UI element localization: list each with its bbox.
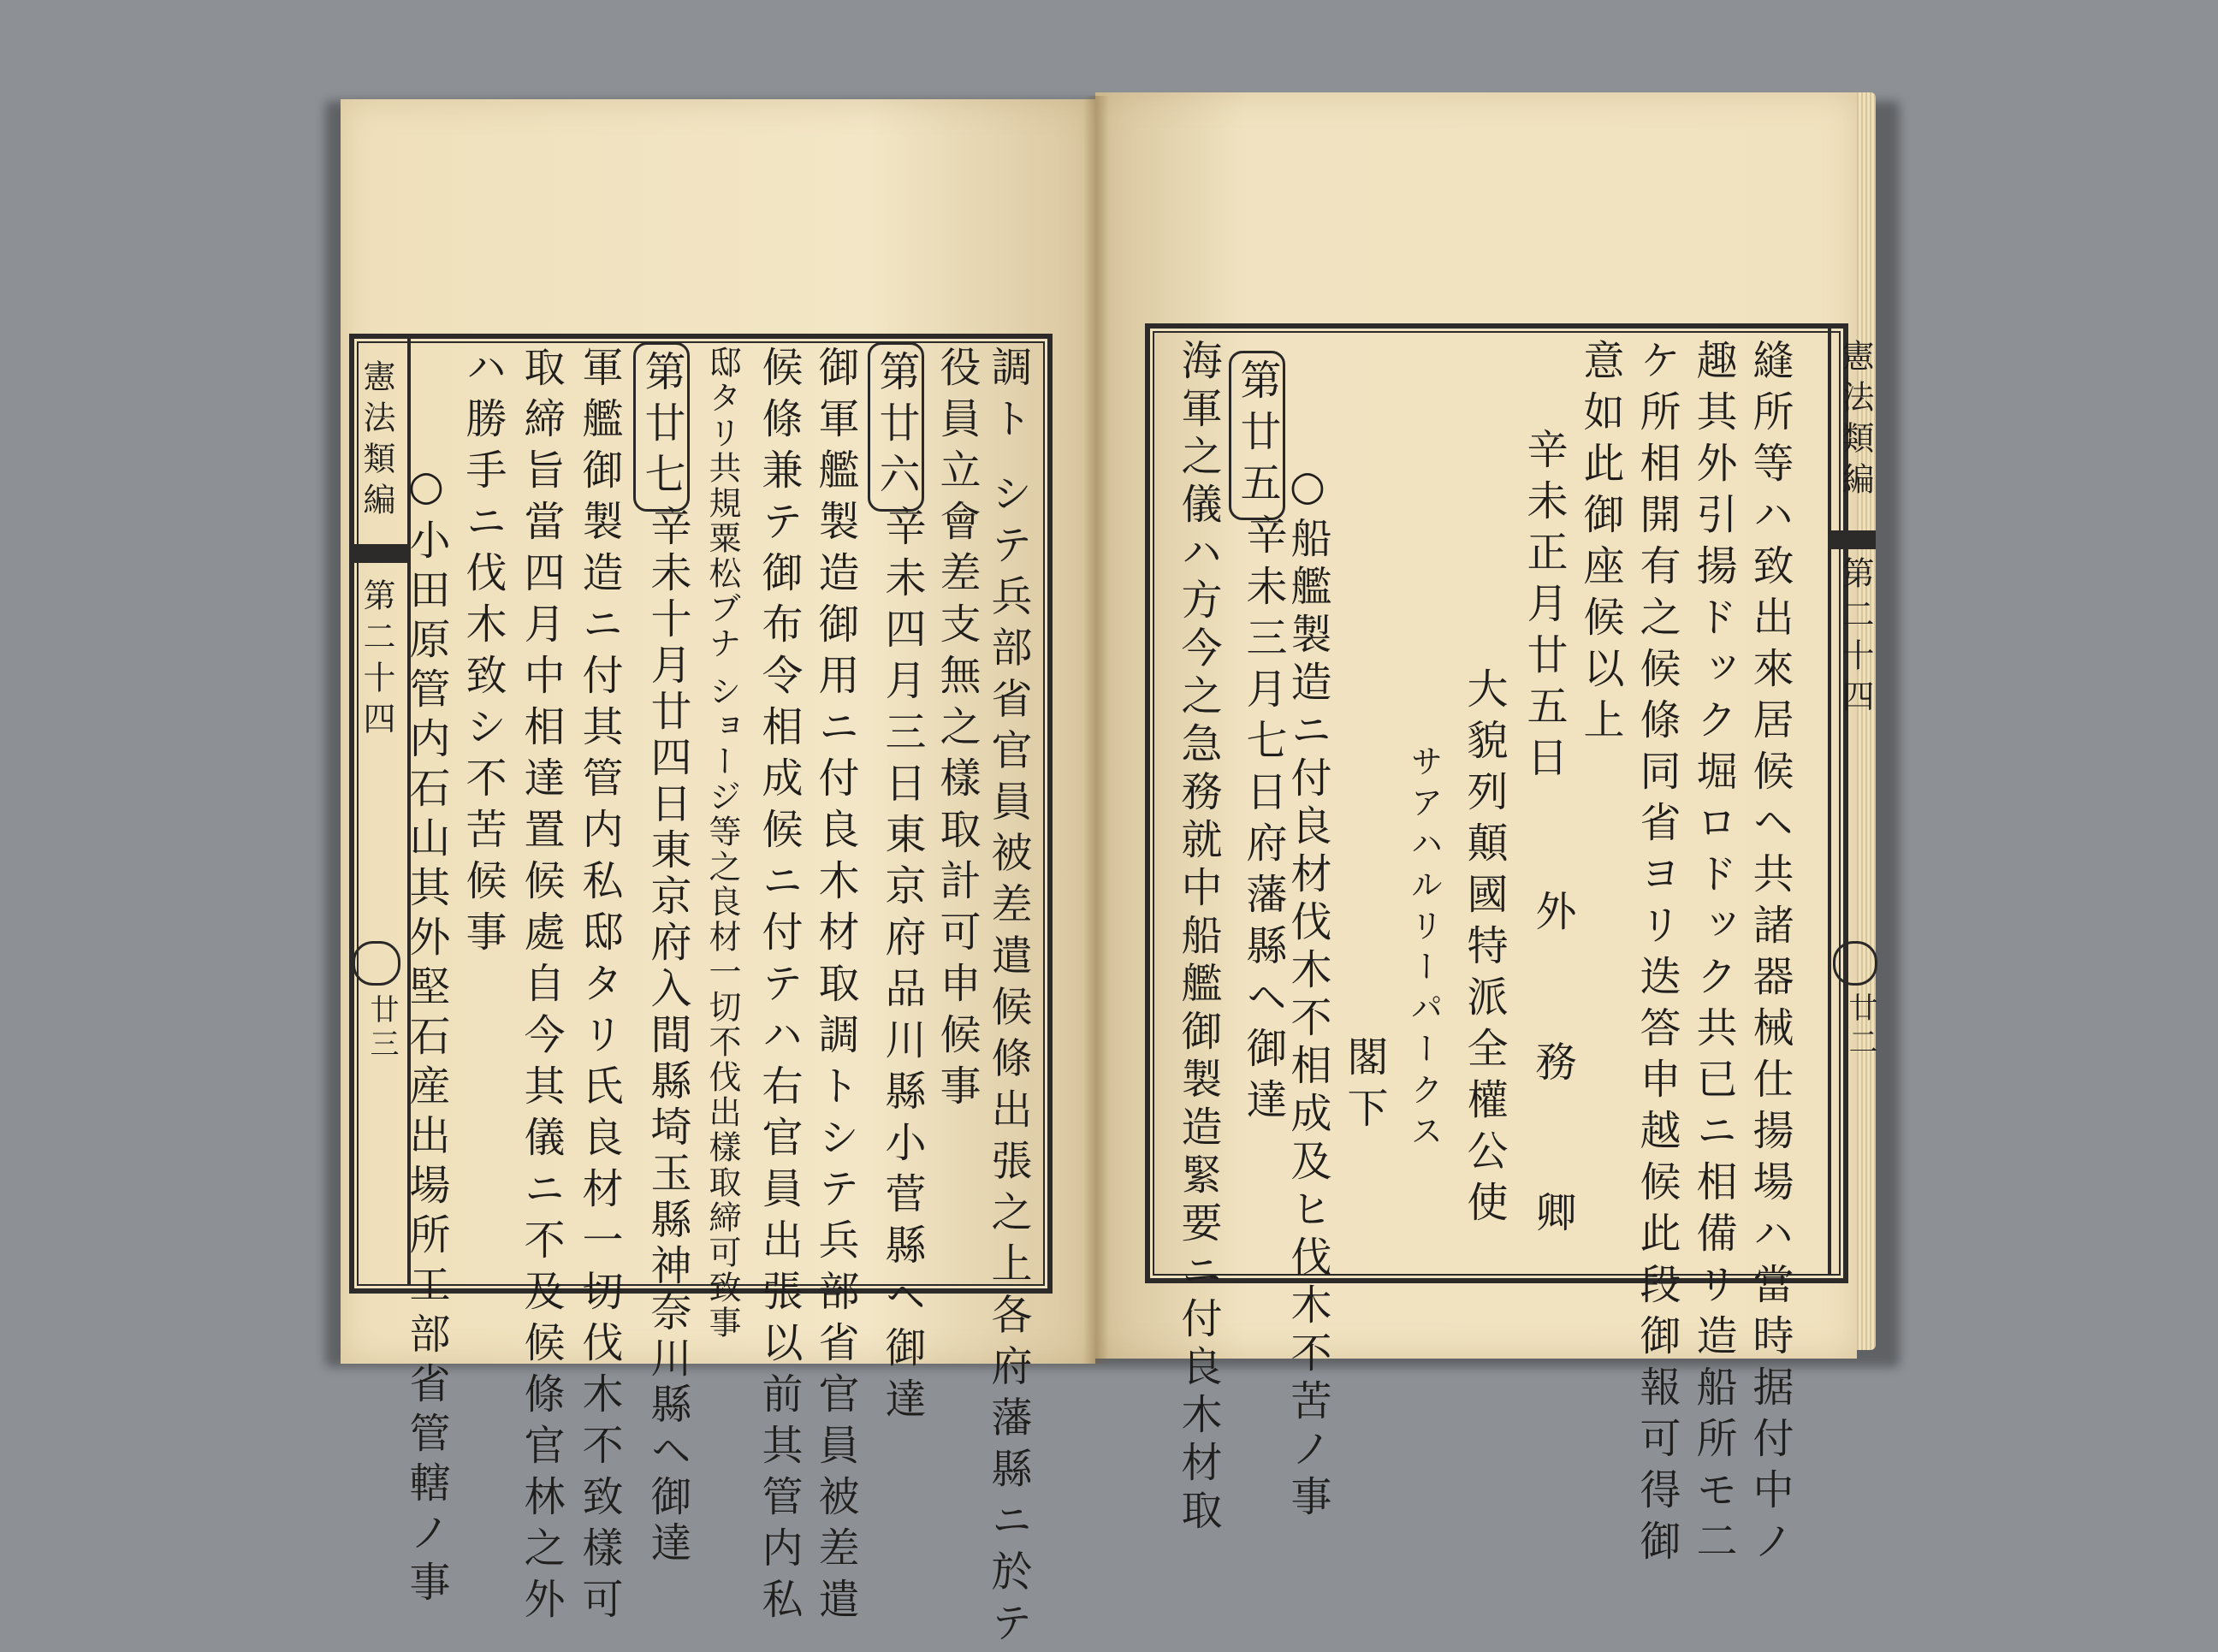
left-column-4: 御軍艦製造御用ニ付良木材取調トシテ兵部省官員被差遣 [811, 346, 859, 1629]
right-margin-tab [1830, 530, 1876, 549]
left-column-5: 候條兼テ御布令相成候ニ付テハ右官員出張以前其管内私 [755, 346, 803, 1629]
left-column-3: 辛未四月三日東京府品川縣小菅縣ヘ御達 [878, 505, 926, 1429]
left-column-2: 役員立會差支無之樣取計可申候事 [933, 346, 981, 1116]
right-recipient-title: 大貌列顛國特派全權公使 [1460, 667, 1508, 1232]
book-gutter [1083, 96, 1109, 1364]
left-margin-tab [351, 544, 407, 563]
left-margin-fish-tail [353, 941, 400, 986]
left-column-1: 調ト シテ兵部省官員被差遣候條出張之上各府藩縣ニ於テ [984, 346, 1032, 1652]
right-margin-fish-tail [1833, 941, 1877, 986]
right-column-3: ケ所相開有之候條同省ヨリ迭答申越候此段御報可得御 [1633, 339, 1681, 1571]
left-column-8: 軍艦御製造ニ付其管内私邸タリ氏良材一切伐木不致樣可 [575, 346, 623, 1629]
left-column-9: 取締旨當四月中相達置候處自今其儀ニ不及候條官林之外 [517, 346, 565, 1629]
right-margin-page-number: 廿二 [1843, 992, 1877, 1061]
right-sender-title: 外 務 卿 [1528, 890, 1576, 1266]
right-column-4: 意如此御座候以上 [1576, 339, 1624, 749]
right-column-2: 趣其外引揚ドック堀ロドック共已ニ相備リ造船所モ二 [1689, 339, 1737, 1571]
right-column-11: ○船艦製造ニ付良材伐木不相成及ヒ伐木不苦ノ事 [1284, 462, 1331, 1523]
right-recipient-name: サアハルリーパークス [1405, 744, 1443, 1155]
right-column-1: 縫所等ハ致出來居候ヘ共諸器械仕揚場ハ當時据付中ノ [1746, 339, 1794, 1571]
left-column-7: 辛未十月廿四日東京府入間縣埼玉縣神奈川縣ヘ御達 [643, 505, 691, 1567]
right-article-marker-25: 第廿五 [1229, 351, 1285, 520]
right-margin-title: 憲法類編 [1836, 339, 1874, 503]
right-column-10: 辛未三月七日府藩縣ヘ御達 [1239, 513, 1287, 1129]
left-column-11: ○小田原管内石山其外堅石産出場所工部省管轄ノ事 [402, 462, 450, 1610]
left-article-marker-26: 第廿六 [868, 342, 924, 512]
left-article-marker-27: 第廿七 [633, 342, 690, 512]
right-column-12: 海軍之儀ハ方今之急務就中船艦御製造緊要ニ付良木材取 [1174, 339, 1222, 1537]
left-column-6: 邸タリ共規粟松ブナ ショージ等之良材一切不伐出樣取締可致事 [703, 346, 741, 1341]
left-margin-volume: 第二十四 [358, 578, 395, 743]
left-column-10: ハ勝手ニ伐木致シ不苦候事 [459, 346, 507, 962]
left-margin-title: 憲法類編 [358, 359, 395, 524]
right-date: 辛未正月廿五日 [1520, 428, 1568, 787]
left-margin-page-number: 廿三 [365, 994, 399, 1063]
right-honorific: 閣下 [1340, 1035, 1388, 1138]
right-margin-volume: 第二十四 [1836, 556, 1874, 720]
